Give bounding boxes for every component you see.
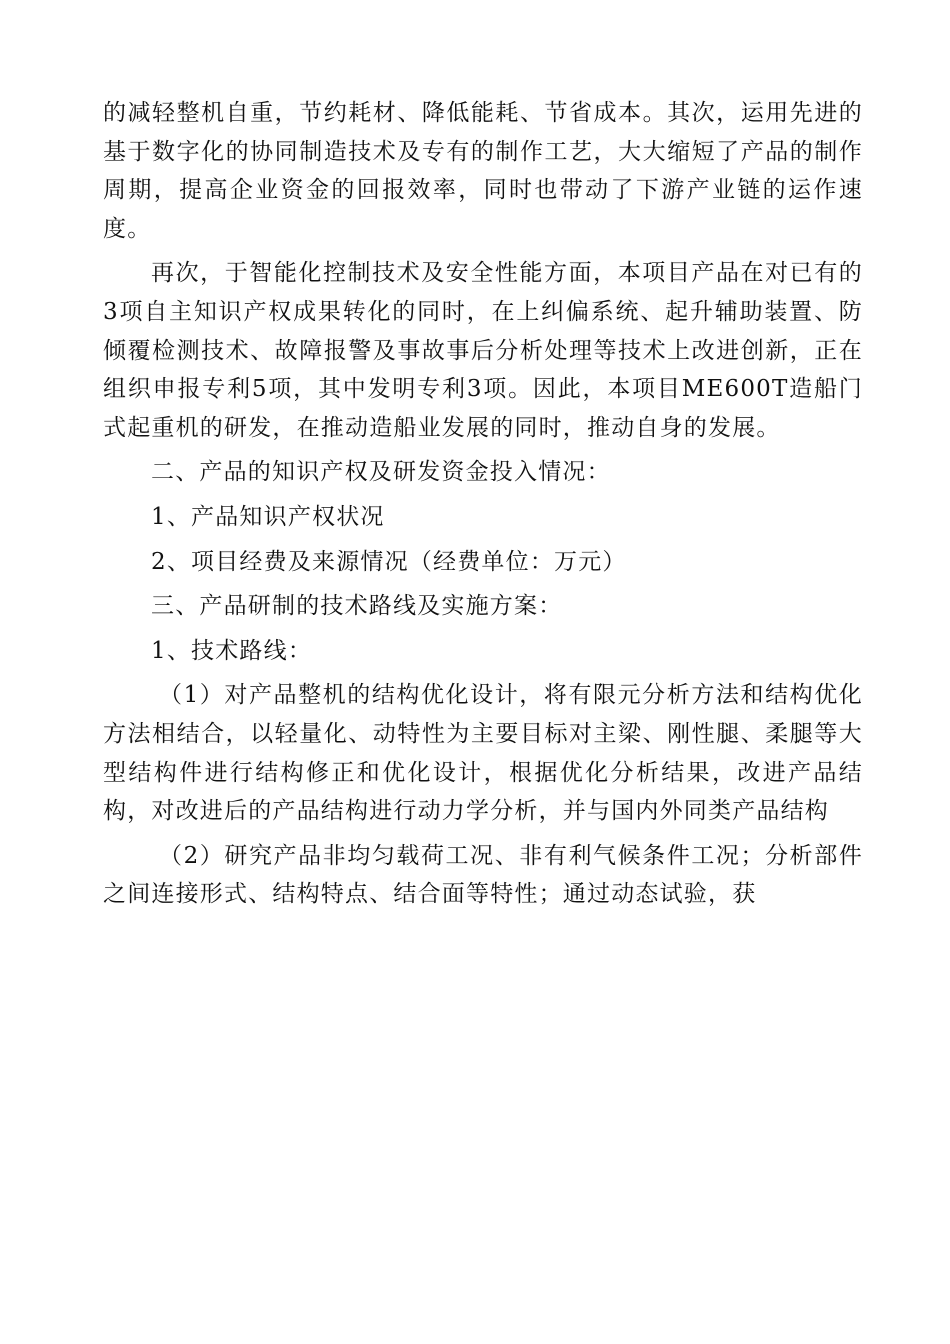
subheading-project-funding: 2、项目经费及来源情况（经费单位：万元） (151, 548, 627, 575)
subheading-technical-route: 1、技术路线： (151, 637, 313, 664)
paragraph-intelligent-control: 再次，于智能化控制技术及安全性能方面，本项目产品在对已有的3项自主知识产权成果转化的同时，在上纠偏系统、起升辅助装置、防倾覆检测技术、故障报警及事故事后分析处理等技术上改进创新，正在组织申报专利5项，其中发明专利3项。因此，本项目ME600T造船门式起重机的研发，在推动造船业发展的同时，推动自身的发展。 (103, 260, 863, 441)
paragraph-cost-reduction: 的减轻整机自重，节约耗材、降低能耗、节省成本。其次，运用先进的基于数字化的协同制造技术及专有的制作工艺，大大缩短了产品的制作周期，提高企业资金的回报效率，同时也带动了下游产业链的运作速度。 (103, 100, 863, 242)
section-heading-technical-route: 三、产品研制的技术路线及实施方案： (151, 593, 563, 620)
document-body (103, 94, 863, 914)
paragraph-load-conditions: （2）研究产品非均匀载荷工况、非有利气候条件工况；分析部件之间连接形式、结构特点、结合面等特性；通过动态试验，获 (103, 842, 863, 908)
paragraph-structure-optimization: （1）对产品整机的结构优化设计，将有限元分析方法和结构优化方法相结合，以轻量化、动特性为主要目标对主梁、刚性腿、柔腿等大型结构件进行结构修正和优化设计，根据优化分析结果，改进产品结构，对改进后的产品结构进行动力学分析，并与国内外同类产品结构 (103, 682, 863, 825)
subheading-ip-status: 1、产品知识产权状况 (151, 503, 385, 530)
section-heading-ip-and-funding: 二、产品的知识产权及研发资金投入情况： (151, 459, 611, 486)
